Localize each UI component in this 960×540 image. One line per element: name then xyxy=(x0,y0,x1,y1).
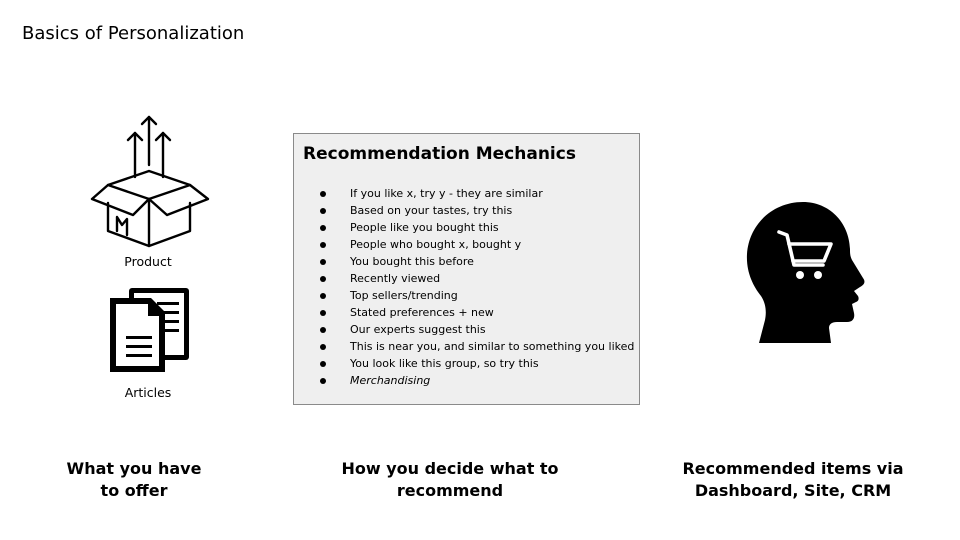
list-item: People who bought x, bought y xyxy=(294,236,639,253)
open-box-with-arrows-icon xyxy=(88,113,212,249)
articles-label: Articles xyxy=(124,385,172,400)
offer-caption xyxy=(44,458,224,502)
product-label: Product xyxy=(124,254,172,269)
decide-caption-line2: recommend xyxy=(396,481,504,500)
list-item: Our experts suggest this xyxy=(294,321,639,338)
decide-caption-line1: How you decide what to xyxy=(341,459,559,478)
offer-caption-line2: to offer xyxy=(100,481,168,500)
list-item: Stated preferences + new xyxy=(294,304,639,321)
recommended-caption-line1: Recommended items via xyxy=(682,459,904,478)
list-item: You look like this group, so try this xyxy=(294,355,639,372)
recommended-caption xyxy=(673,458,913,502)
recommended-caption-line2: Dashboard, Site, CRM xyxy=(694,481,892,500)
head-with-shopping-cart-icon xyxy=(745,200,867,345)
slide-title: Basics of Personalization xyxy=(22,23,245,44)
list-item: Merchandising xyxy=(294,372,639,389)
list-item: Recently viewed xyxy=(294,270,639,287)
offer-caption-line1: What you have xyxy=(66,459,202,478)
mechanics-title: Recommendation Mechanics xyxy=(303,144,576,164)
list-item: You bought this before xyxy=(294,253,639,270)
list-item: Top sellers/trending xyxy=(294,287,639,304)
mechanics-list xyxy=(294,185,639,389)
decide-caption xyxy=(325,458,575,502)
list-item: If you like x, try y - they are similar xyxy=(294,185,639,202)
list-item: Based on your tastes, try this xyxy=(294,202,639,219)
recommendation-mechanics-box xyxy=(293,133,640,405)
documents-icon xyxy=(107,286,193,374)
list-item: People like you bought this xyxy=(294,219,639,236)
list-item: This is near you, and similar to something you liked xyxy=(294,338,639,355)
